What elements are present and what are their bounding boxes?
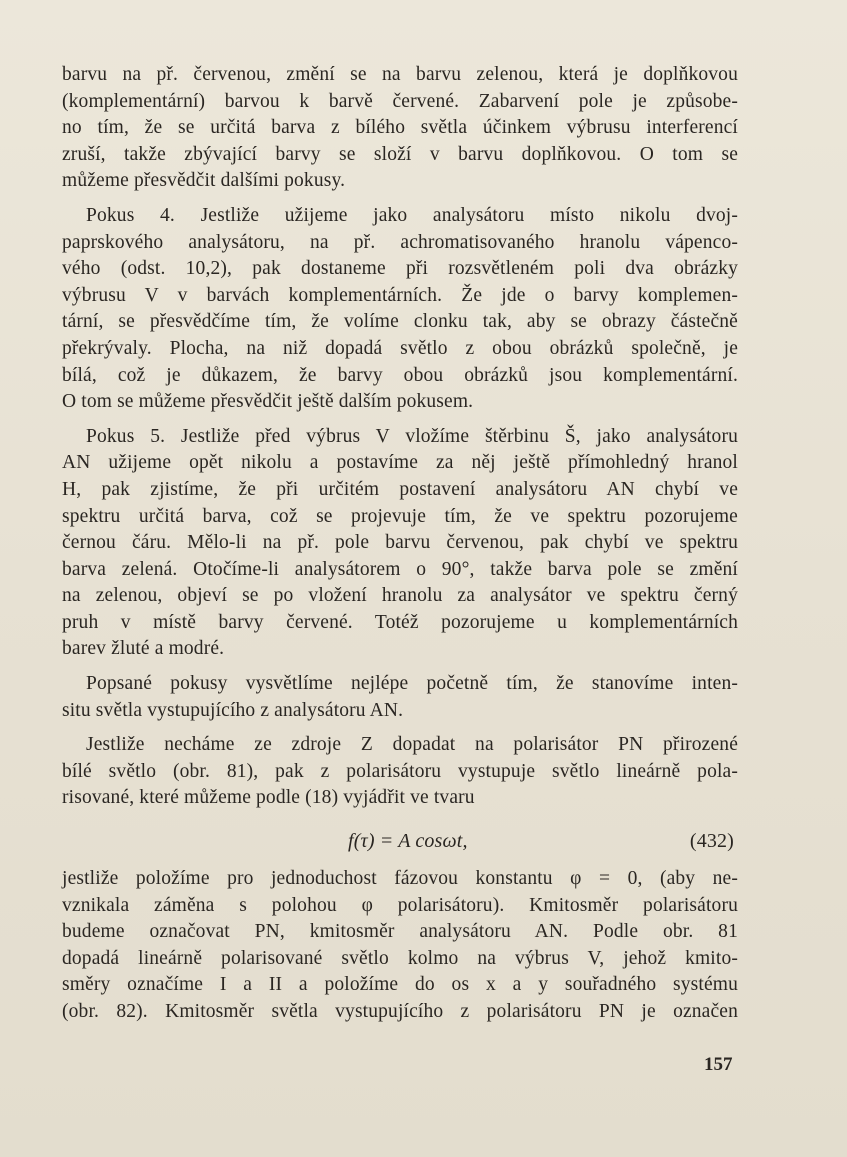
text-line: (obr. 82). Kmitosměr světla vystupujícího z polarisátoru PN je označen <box>62 1001 738 1022</box>
text-line: barev žluté a modré. <box>62 638 225 660</box>
paragraph-after-equation <box>62 866 738 1026</box>
text-line: tární, se přesvědčíme tím, že volíme clonku tak, aby se obrazy částečně <box>62 311 738 333</box>
page-text <box>62 62 738 1034</box>
text-line: risované, které můžeme podle (18) vyjádřit ve tvaru <box>62 787 475 809</box>
text-line: bílé světlo (obr. 81), pak z polarisátoru vystupuje světlo lineárně pola- <box>62 760 738 782</box>
text-line: vznikala záměna s polohou φ polarisátoru). Kmitosměr polarisátoru <box>62 894 738 916</box>
text-line: můžeme přesvědčit dalšími pokusy. <box>62 170 346 192</box>
text-line: jestliže položíme pro jednoduchost fázovou konstantu φ = 0, (aby ne- <box>62 868 738 890</box>
text-line: dopadá lineárně polarisované světlo kolmo na výbrus V, jehož kmito- <box>62 947 738 969</box>
paragraph-1 <box>62 62 738 195</box>
text-line: O tom se můžeme přesvědčit ještě dalším pokusem. <box>62 391 474 413</box>
paragraph-pokus-5 <box>62 424 738 663</box>
equation-formula: f(τ) = A cosωt, <box>348 830 468 853</box>
text-line: no tím, že se určitá barva z bílého světla účinkem výbrusu interferencí <box>62 117 738 139</box>
text-line: spektru určitá barva, což se projevuje tím, že ve spektru pozorujeme <box>62 505 738 527</box>
page-number: 157 <box>704 1054 733 1075</box>
text-line: barva zelená. Otočíme-li analysátorem o 90°, takže barva pole se změní <box>62 558 738 580</box>
text-line: na zelenou, objeví se po vložení hranolu za analysátor ve spektru černý <box>62 585 738 607</box>
equation-432 <box>62 824 738 858</box>
text-line: H, pak zjistíme, že při určitém postavení analysátoru AN chybí ve <box>62 478 738 500</box>
text-line: směry označíme I a II a položíme do os x a y souřadného systému <box>62 974 738 996</box>
text-line: výbrusu V v barvách komplementárních. Že jde o barvy komplemen- <box>62 284 738 306</box>
paragraph-polarisator <box>62 732 738 812</box>
text-line: paprskového analysátoru, na př. achromatisovaného hranolu vápenco- <box>62 231 738 253</box>
equation-number: (432) <box>689 830 734 853</box>
text-line: (komplementární) barvou k barvě červené. Zabarvení pole je způsobe- <box>62 90 738 112</box>
text-line: bílá, což je důkazem, že barvy obou obrázků jsou komplementární. <box>62 364 738 386</box>
text-line: Jestliže necháme ze zdroje Z dopadat na polarisátor PN přirozené <box>86 734 738 756</box>
text-line: zruší, takže zbývající barvy se složí v barvu doplňkovou. O tom se <box>62 143 738 165</box>
text-line: Pokus 5. Jestliže před výbrus V vložíme štěrbinu Š, jako analysátoru <box>86 425 738 447</box>
text-line: pruh v místě barvy červené. Totéž pozorujeme u komplementárních <box>62 611 738 633</box>
text-line: Pokus 4. Jestliže užijeme jako analysátoru místo nikolu dvoj- <box>86 204 738 226</box>
text-line: AN užijeme opět nikolu a postavíme za něj ještě přímohledný hranol <box>62 452 738 474</box>
paragraph-explanation <box>62 671 738 724</box>
text-line: překrývaly. Plocha, na niž dopadá světlo z obou obrázků společně, je <box>62 337 738 359</box>
paragraph-pokus-4 <box>62 203 738 416</box>
text-line: vého (odst. 10,2), pak dostaneme při rozsvětleném poli dva obrázky <box>62 258 738 280</box>
text-line: černou čáru. Mělo-li na př. pole barvu červenou, pak chybí ve spektru <box>62 532 738 554</box>
text-line: situ světla vystupujícího z analysátoru AN. <box>62 699 404 721</box>
text-line: barvu na př. červenou, změní se na barvu zelenou, která je doplňkovou <box>62 64 738 85</box>
text-line: Popsané pokusy vysvětlíme nejlépe početně tím, že stanovíme inten- <box>86 673 738 695</box>
text-line: budeme označovat PN, kmitosměr analysátoru AN. Podle obr. 81 <box>62 921 738 943</box>
